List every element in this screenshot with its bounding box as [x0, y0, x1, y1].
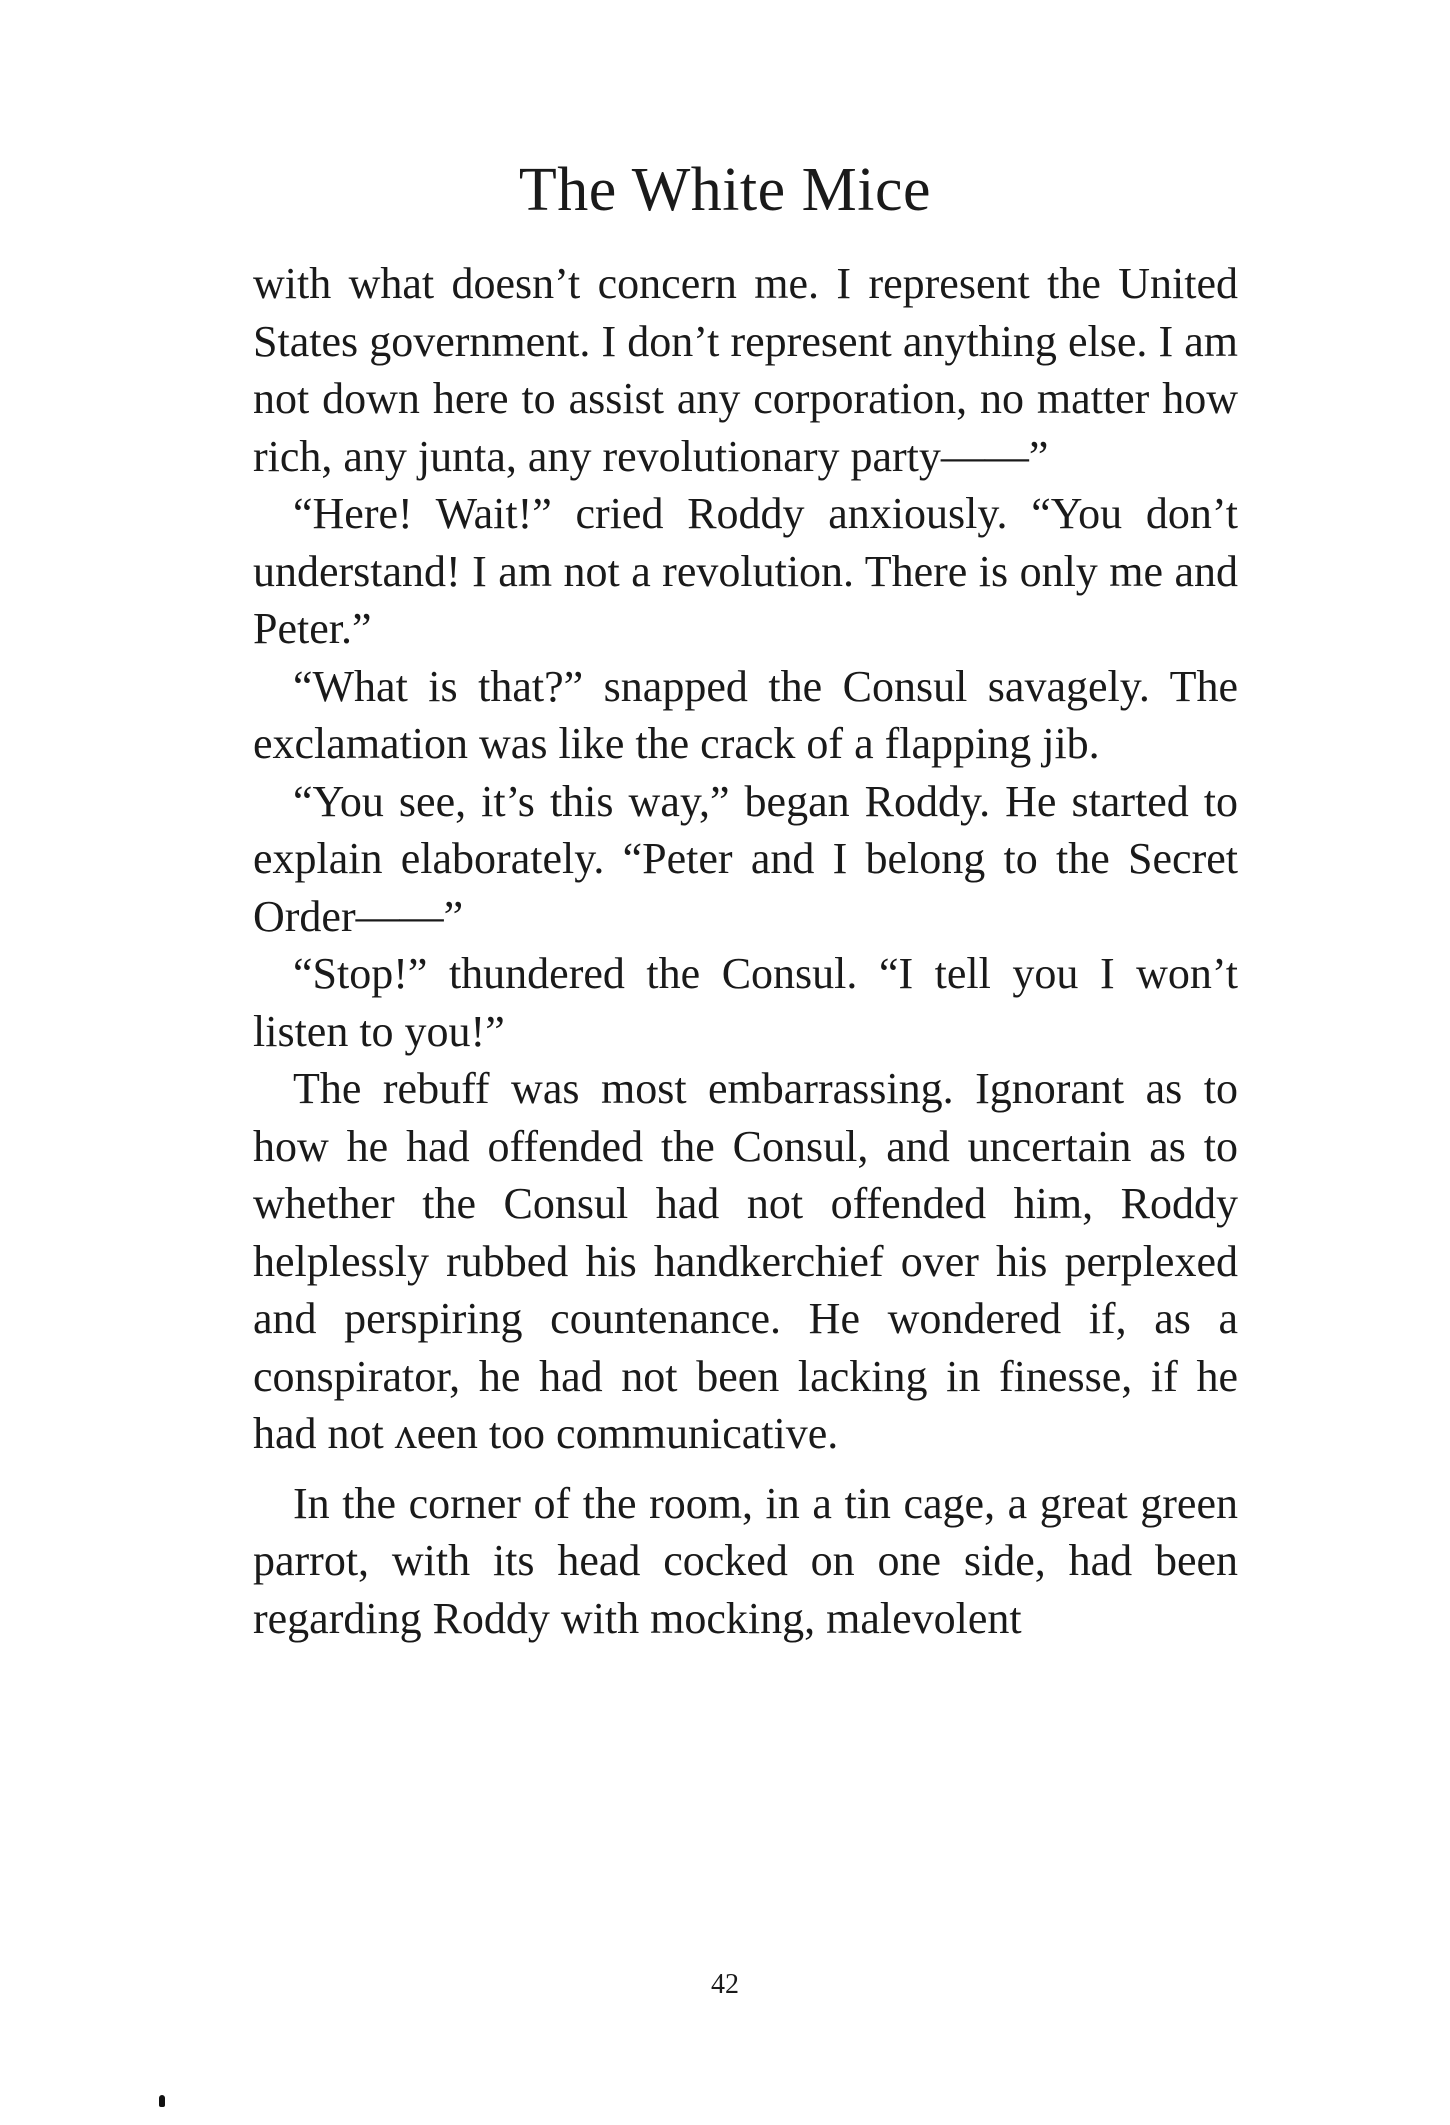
page-number: 42: [711, 1969, 739, 2000]
paragraph: “Stop!” thundered the Consul. “I tell you I won’t listen to you!”: [253, 949, 1238, 1056]
paragraph: “What is that?” snapped the Consul savagely. The exclamation was like the crack of a flapping jib.: [253, 661, 1238, 768]
body-text: [253, 255, 1238, 1647]
paragraph: with what doesn’t concern me. I represent the United States government. I don’t represent anything else. I am not down here to assist any corporation, no matter how rich, any junta, any revolutionary party——”: [253, 259, 1238, 481]
paragraph: In the corner of the room, in a tin cage, a great green parrot, with its head cocked on one side, had been regarding Roddy with mocking, malevolent: [253, 1478, 1238, 1643]
running-head: The White Mice: [518, 156, 932, 224]
paragraph: “You see, it’s this way,” began Roddy. He started to explain elaborately. “Peter and I belong to the Secret Order——”: [253, 776, 1238, 941]
paragraph: “Here! Wait!” cried Roddy anxiously. “You don’t understand! I am not a revolution. There is only me and Peter.”: [253, 489, 1238, 653]
paragraph: The rebuff was most embarrassing. Ignorant as to how he had offended the Consul, and uncertain as to whether the Consul had not offended him, Roddy helplessly rubbed his handkerchief over his perplexed and perspiring countenance. He wondered if, as a conspirator, he had not been lacking in finesse, if he had not ʌeen too communicative.: [253, 1064, 1238, 1458]
ink-speck: [159, 2095, 165, 2107]
